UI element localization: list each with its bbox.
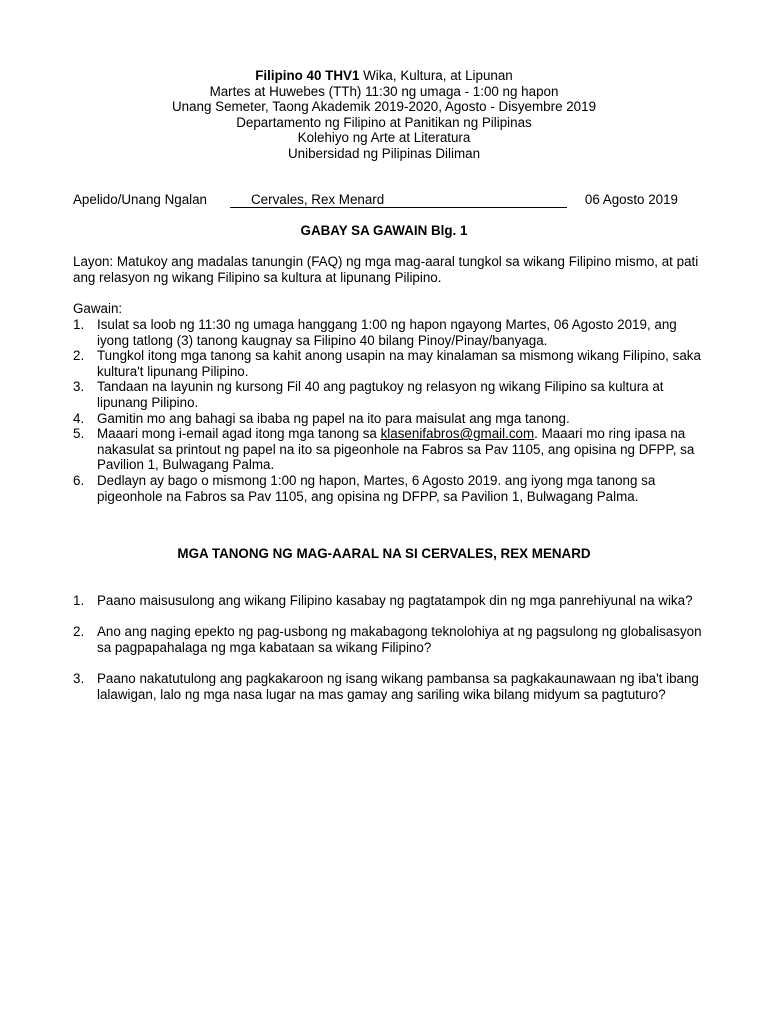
semester-line: Unang Semeter, Taong Akademik 2019-2020, Agosto - Disyembre 2019 xyxy=(171,99,597,115)
task-text: Isulat sa loob ng 11:30 ng umaga hanggang 1:00 ng hapon ngayong Martes, 06 Agosto 2019, ang iyong tatlong (3) tanong kaugnay sa Filipino 40 bilang Pinoy/Pinay/banyaga. xyxy=(97,317,677,348)
question-number: 3. xyxy=(73,670,85,686)
department-line: Departamento ng Filipino at Panitikan ng Pilipinas xyxy=(236,114,532,130)
question-number: 2. xyxy=(73,624,85,640)
question-item xyxy=(73,671,703,702)
activity-title: GABAY SA GAWAIN Blg. 1 xyxy=(300,223,468,238)
task-number: 6. xyxy=(73,472,85,488)
student-name: Cervales, Rex Menard xyxy=(251,192,385,207)
course-line xyxy=(0,68,768,84)
task-item xyxy=(73,473,703,504)
email-link[interactable]: klasenifabros@gmail.com xyxy=(380,426,535,442)
student-name-row xyxy=(73,192,678,210)
task-item xyxy=(73,426,703,473)
task-text: Tandaan na layunin ng kursong Fil 40 ang pagtukoy ng relasyon ng wikang Filipino sa kultura at lipunang Pilipino. xyxy=(97,379,664,410)
task-number: 4. xyxy=(73,410,85,426)
question-item xyxy=(73,593,703,609)
submission-date: 06 Agosto 2019 xyxy=(584,192,678,207)
tasks-label: Gawain: xyxy=(73,301,123,316)
task-number: 2. xyxy=(73,348,85,364)
objective-paragraph: Layon: Matukoy ang madalas tanungin (FAQ) ng mga mag-aaral tungkol sa wikang Filipino mismo, at pati ang relasyon ng wikang Filipino sa kultura at lipunang Pilipino. xyxy=(73,254,699,285)
task-text: Dedlayn ay bago o mismong 1:00 ng hapon, Martes, 6 Agosto 2019. ang iyong mga tanong sa pigeonhole na Fabros sa Pav 1105, ang opisina ng DFPP, sa Pavilion 1, Bulwagang Palma. xyxy=(97,472,656,504)
question-text: Paano maisusulong ang wikang Filipino kasabay ng pagtatampok din ng mga panrehiyunal na wika? xyxy=(97,593,693,608)
task-item xyxy=(73,317,703,348)
question-text: Paano nakatutulong ang pagkakaroon ng isang wikang pambansa sa pagkakaunawaan ng iba't ibang lalawigan, lalo ng mga nasa lugar na mas gamay ang sariling wika bilang midyum sa pagtuturo? xyxy=(97,670,699,702)
schedule-line: Martes at Huwebes (TTh) 11:30 ng umaga - 1:00 ng hapon xyxy=(209,83,559,99)
questions-title: MGA TANONG NG MAG-AARAL NA SI CERVALES, REX MENARD xyxy=(177,546,591,561)
task-number: 3. xyxy=(73,379,85,395)
document-header xyxy=(0,68,768,162)
questions-list xyxy=(73,593,703,718)
task-text-before-email: Maaari mong i-email agad itong mga tanong sa xyxy=(97,426,381,442)
task-item xyxy=(73,411,703,427)
college-line: Kolehiyo ng Arte at Literatura xyxy=(297,130,471,146)
tasks-list xyxy=(73,317,703,504)
task-item xyxy=(73,348,703,379)
question-number: 1. xyxy=(73,593,85,608)
task-text-after-email: . Maaari mo ring ipasa na nakasulat sa printout ng papel na ito sa pigeonhole na Fabros sa Pav 1105, ang opisina ng DFPP, sa Pavilion 1, Bulwagang Palma. xyxy=(97,426,695,473)
course-code: Filipino 40 THV1 xyxy=(255,68,360,83)
task-text: Gamitin mo ang bahagi sa ibaba ng papel na ito para maisulat ang mga tanong. xyxy=(97,410,570,426)
question-text: Ano ang naging epekto ng pag-usbong ng makabagong teknolohiya at ng pagsulong ng globalisasyon sa pagpapahalaga ng mga kabataan sa wikang Filipino? xyxy=(97,624,702,655)
name-field-line xyxy=(230,192,567,208)
course-title: Wika, Kultura, at Lipunan xyxy=(359,68,513,83)
task-number: 5. xyxy=(73,426,85,442)
task-item xyxy=(73,379,703,410)
university-line: Unibersidad ng Pilipinas Diliman xyxy=(287,145,481,161)
name-label: Apelido/Unang Ngalan xyxy=(73,192,208,207)
task-number: 1. xyxy=(73,317,85,332)
task-text: Tungkol itong mga tanong sa kahit anong usapin na may kinalaman sa mismong wikang Filipino, saka kultura't lipunang Pilipino. xyxy=(97,348,701,379)
question-item xyxy=(73,624,703,655)
